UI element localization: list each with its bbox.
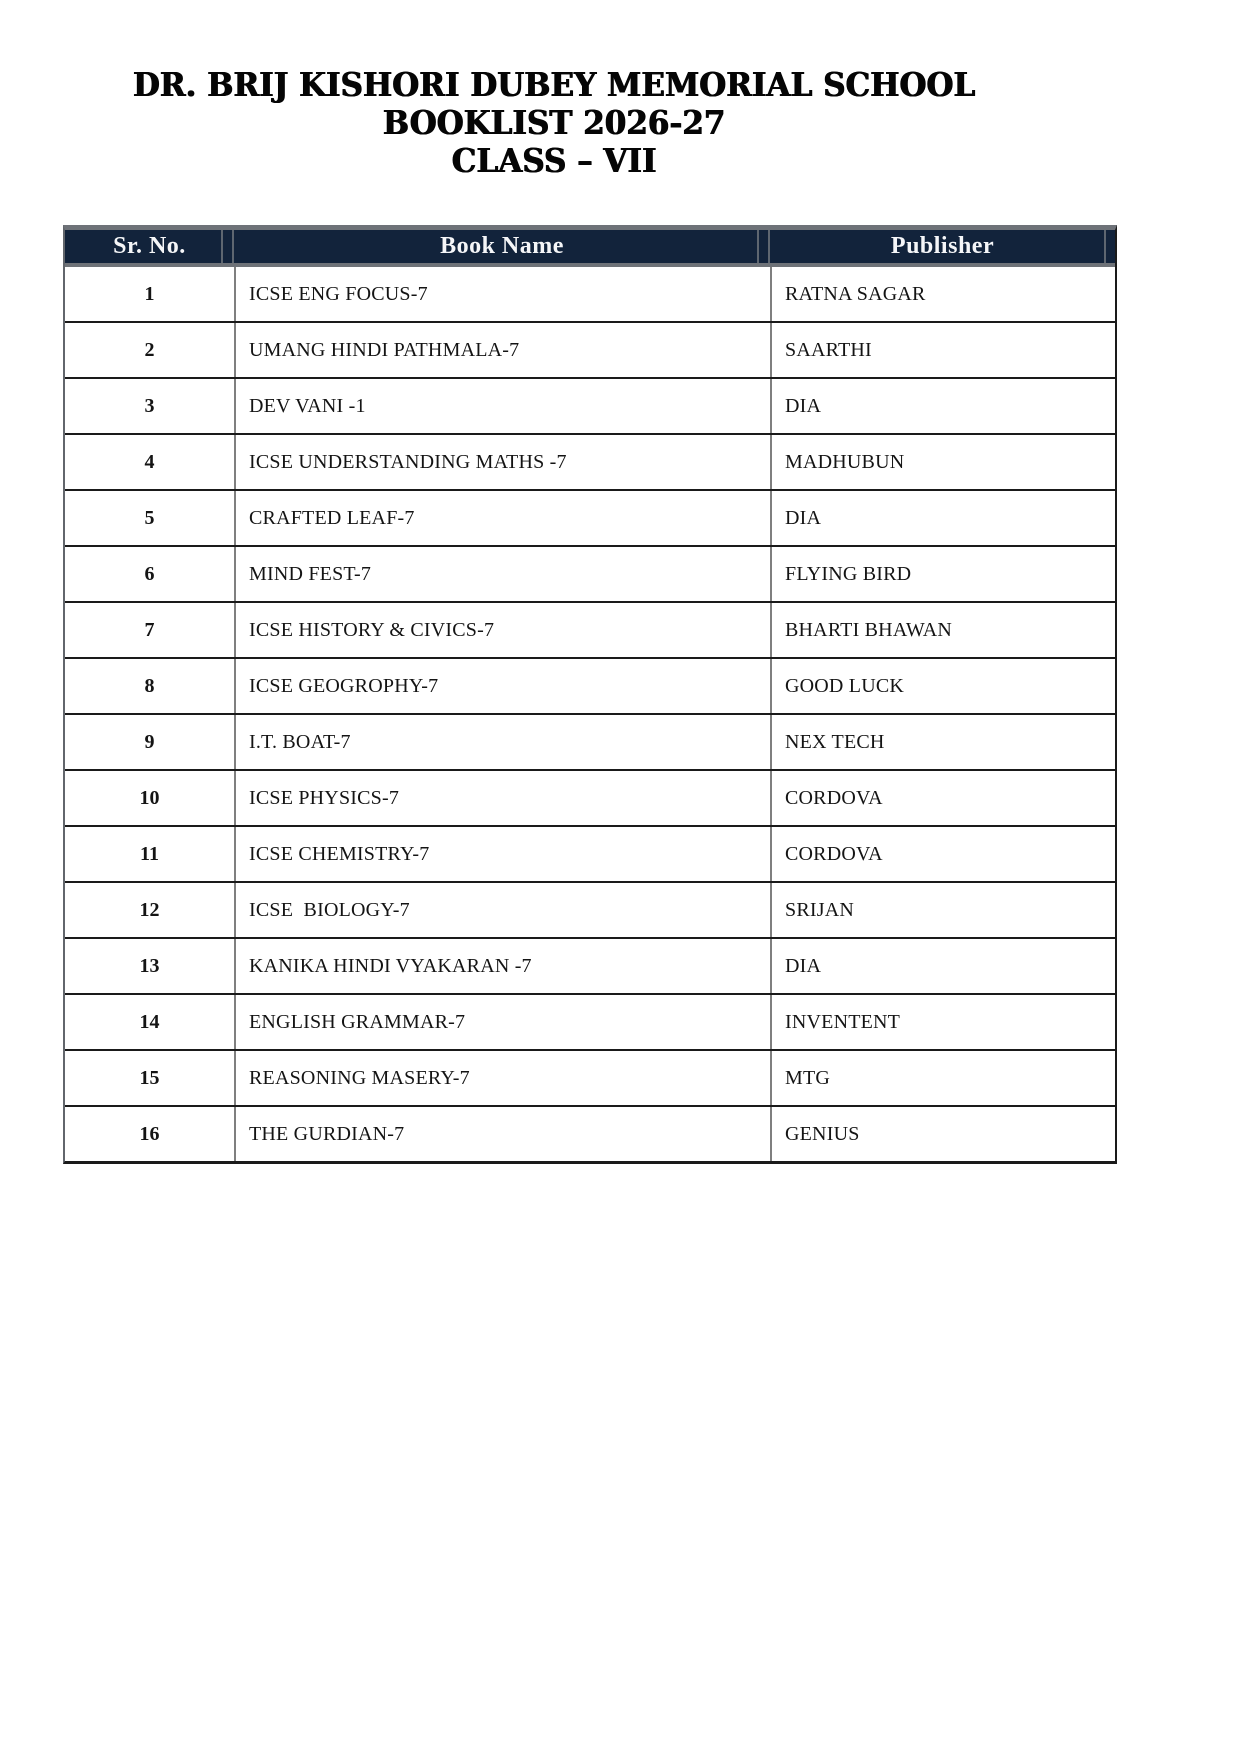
sr-no-cell: 9 <box>144 730 155 753</box>
sr-no-cell: 2 <box>144 338 155 361</box>
sr-no-cell: 14 <box>139 1010 160 1033</box>
publisher-cell: CORDOVA <box>770 827 1115 881</box>
sr-no-cell: 12 <box>139 898 160 921</box>
book-name-cell: I.T. BOAT-7 <box>234 715 770 769</box>
table-row <box>65 267 1115 321</box>
publisher-cell: INVENTENT <box>770 995 1115 1049</box>
table-row <box>65 881 1115 937</box>
publisher-cell: CORDOVA <box>770 771 1115 825</box>
publisher-cell: MTG <box>770 1051 1115 1105</box>
table-row <box>65 825 1115 881</box>
table-row <box>65 993 1115 1049</box>
sr-no-cell: 10 <box>139 786 160 809</box>
sr-no-cell: 3 <box>144 394 155 417</box>
publisher-cell: NEX TECH <box>770 715 1115 769</box>
publisher-cell: GOOD LUCK <box>770 659 1115 713</box>
publisher-cell: SAARTHI <box>770 323 1115 377</box>
table-body <box>65 267 1115 1161</box>
book-name-cell: ICSE UNDERSTANDING MATHS -7 <box>234 435 770 489</box>
book-name-cell: DEV VANI -1 <box>234 379 770 433</box>
sr-no-cell: 11 <box>140 842 159 865</box>
publisher-cell: DIA <box>770 939 1115 993</box>
school-name-title: DR. BRIJ KISHORI DUBEY MEMORIAL SCHOOL <box>132 67 976 105</box>
sr-no-cell: 1 <box>144 282 155 305</box>
sr-no-cell: 8 <box>144 674 155 697</box>
publisher-cell: DIA <box>770 491 1115 545</box>
booklist-table <box>63 225 1117 1164</box>
table-row <box>65 713 1115 769</box>
book-name-cell: MIND FEST-7 <box>234 547 770 601</box>
table-row <box>65 321 1115 377</box>
publisher-cell: BHARTI BHAWAN <box>770 603 1115 657</box>
sr-no-cell: 4 <box>144 450 155 473</box>
book-name-cell: ICSE GEOGROPHY-7 <box>234 659 770 713</box>
sr-no-cell: 15 <box>139 1066 160 1089</box>
book-name-cell: ICSE HISTORY & CIVICS-7 <box>234 603 770 657</box>
book-name-cell: ICSE PHYSICS-7 <box>234 771 770 825</box>
publisher-cell: RATNA SAGAR <box>770 267 1115 321</box>
sr-no-cell: 16 <box>139 1122 160 1145</box>
publisher-cell: GENIUS <box>770 1107 1115 1161</box>
sr-no-cell: 7 <box>144 618 155 641</box>
book-name-cell: CRAFTED LEAF-7 <box>234 491 770 545</box>
book-name-cell: ICSE CHEMISTRY-7 <box>234 827 770 881</box>
publisher-cell: DIA <box>770 379 1115 433</box>
booklist-year-title: BOOKLIST 2026-27 <box>382 105 726 143</box>
header-publisher: Publisher <box>890 233 995 259</box>
book-name-cell: THE GURDIAN-7 <box>234 1107 770 1161</box>
class-title: CLASS – VII <box>451 143 657 181</box>
publisher-cell: MADHUBUN <box>770 435 1115 489</box>
book-name-cell: ICSE BIOLOGY-7 <box>234 883 770 937</box>
table-row <box>65 545 1115 601</box>
table-row <box>65 489 1115 545</box>
table-row <box>65 601 1115 657</box>
book-name-cell: UMANG HINDI PATHMALA-7 <box>234 323 770 377</box>
publisher-cell: FLYING BIRD <box>770 547 1115 601</box>
table-row <box>65 769 1115 825</box>
book-name-cell: ICSE ENG FOCUS-7 <box>234 267 770 321</box>
document-title-block <box>0 66 1108 180</box>
table-row <box>65 937 1115 993</box>
book-name-cell: REASONING MASERY-7 <box>234 1051 770 1105</box>
sr-no-cell: 13 <box>139 954 160 977</box>
header-sr-no: Sr. No. <box>113 233 186 259</box>
table-row <box>65 433 1115 489</box>
table-header-row <box>65 230 1115 267</box>
sr-no-cell: 6 <box>144 562 155 585</box>
table-row <box>65 377 1115 433</box>
book-name-cell: ENGLISH GRAMMAR-7 <box>234 995 770 1049</box>
table-row <box>65 657 1115 713</box>
header-book-name: Book Name <box>440 233 564 259</box>
sr-no-cell: 5 <box>144 506 155 529</box>
publisher-cell: SRIJAN <box>770 883 1115 937</box>
table-row <box>65 1105 1115 1161</box>
table-row <box>65 1049 1115 1105</box>
book-name-cell: KANIKA HINDI VYAKARAN -7 <box>234 939 770 993</box>
